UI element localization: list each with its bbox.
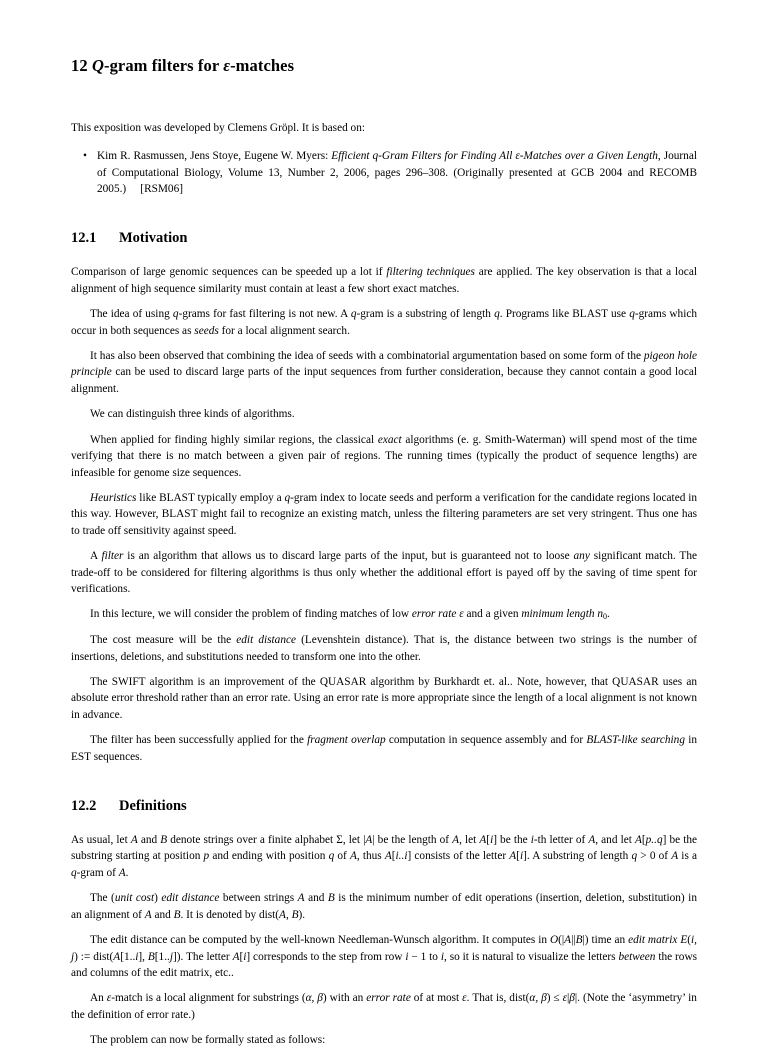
section-heading-definitions [71,798,697,815]
paragraph: The idea of using q-grams for fast filtering is not new. A q-gram is a substring of length q. Programs like BLAST use q-grams which occur in both sequences as seeds for a local alignment search. [71,308,697,337]
paragraph: The filter has been successfully applied for the fragment overlap computation in sequence assembly and for BLAST-like searching in EST sequences. [71,734,697,763]
paragraph: It has also been observed that combining the idea of seeds with a combinatorial argumentation based on some form of the pigeon hole principle can be used to discard large parts of the input sequences from further consideration, because they cannot contain a good local alignment. [71,349,697,395]
paragraph: The cost measure will be the edit distance (Levenshtein distance). That is, the distance between two strings is the number of insertions, deletions, and substitutions needed to transform one into the other. [71,634,697,663]
section-title-text: Motivation [119,230,188,247]
paragraph: The edit distance can be computed by the well-known Needleman-Wunsch algorithm. It computes in O(|A||B|) time an edit matrix E(i, j) := dist(A[1..i], B[1..j]). The letter A[i] corresponds to the step from row i − 1 to i, so it is natural to visualize the letters between the rows and columns of the edit matrix, etc.. [71,934,698,979]
paragraph: As usual, let A and B denote strings over a finite alphabet Σ, let |A| be the length of A, let A[i] be the i-th letter of A, and let A[p..q] be the substring starting at position p and ending with position q of A, thus A[i..i] consists of the letter A[i]. A substring of length q > 0 of A is a q-gram of A. [71,834,698,879]
paragraph: Comparison of large genomic sequences can be speeded up a lot if filtering techniques are applied. The key observation is that a local alignment of high sequence similarity must contain at least a few short exact matches. [71,266,697,295]
paragraph: A filter is an algorithm that allows us to discard large parts of the input, but is guaranteed not to loose any significant match. The trade-off to be considered for filtering algorithms is thus only whether the additional effort is payed off by the saving of time spent for verifications. [71,550,697,596]
section-title-text: Definitions [119,798,187,815]
bullet-icon: • [83,150,87,163]
list-item [83,148,697,197]
paragraph: An ε-match is a local alignment for substrings (α, β) with an error rate of at most ε. That is, dist(α, β) ≤ ε|β|. (Note the ‘asymmetry’ in the definition of error rate.) [71,992,697,1021]
page-content [71,56,697,1049]
paragraph: We can distinguish three kinds of algorithms. [90,408,295,421]
reference-list [71,148,697,197]
chapter-title: 12 Q-gram filters for ε-matches [71,56,295,75]
section-number: 12.1 [71,230,97,247]
section-heading-motivation [71,230,697,247]
reference-text: Kim R. Rasmussen, Jens Stoye, Eugene W. Myers: Efficient q-Gram Filters for Finding All ε-Matches over a Given Length, Journal of Computational Biology, Volume 13, Number 2, 2006, pages 296–308. (Originally presented at GCB 2004 and RECOMB 2005.) [RSM06] [97,150,697,195]
section-number: 12.2 [71,798,97,815]
paragraph: The SWIFT algorithm is an improvement of the QUASAR algorithm by Burkhardt et. al.. Note, however, that QUASAR uses an absolute error threshold rather than an error rate. Using an error rate is more appropriate since the length of a local alignment is not known in advance. [71,675,697,721]
paragraph: The problem can now be formally stated as follows: [90,1034,326,1047]
paragraph: When applied for finding highly similar regions, the classical exact algorithms (e. g. Smith-Waterman) will spend most of the time verifying that there is no match between a given pair of regions. The running times (typically the product of sequence lengths) are infeasible for genome size sequences. [71,433,697,479]
paragraph: In this lecture, we will consider the problem of finding matches of low error rate ε and a given minimum length $n_0$. [90,608,610,622]
intro-text: This exposition was developed by Clemens Gröpl. It is based on: [71,121,365,134]
paragraph: Heuristics like BLAST typically employ a q-gram index to locate seeds and perform a verification for the candidate regions located in this way. However, BLAST might fail to recognize an existing match, unless the filtering parameters are set very stringent. Thus one has to trade off sensitivity against speed. [71,491,697,537]
paragraph: The (unit cost) edit distance between strings A and B is the minimum number of edit operations (insertion, deletion, substitution) in an alignment of A and B. It is denoted by dist(A, B). [71,892,697,921]
